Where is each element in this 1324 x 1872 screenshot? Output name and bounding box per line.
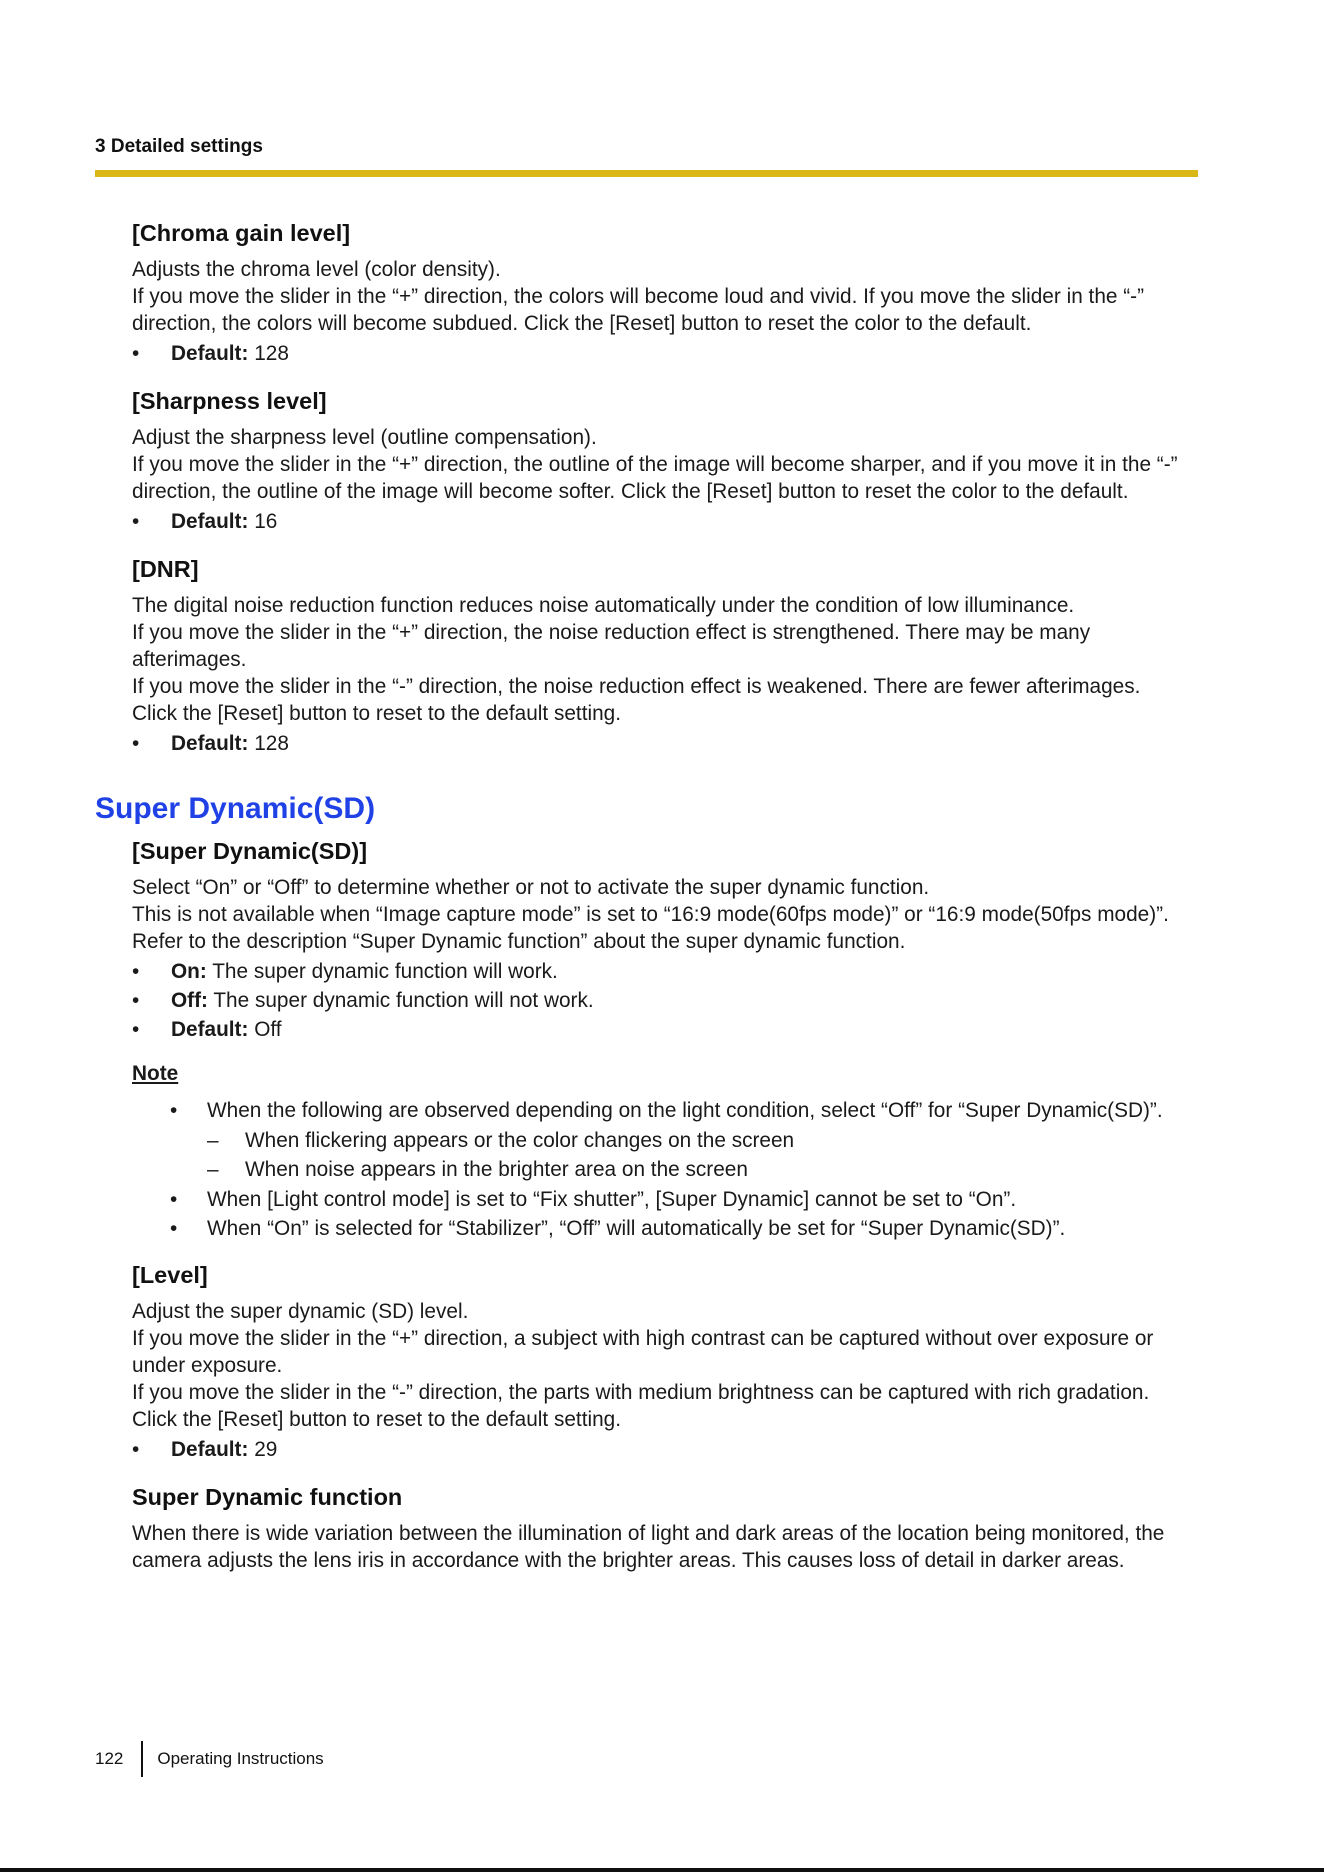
note-item	[170, 1097, 1207, 1184]
level-default	[132, 1435, 1207, 1464]
option-on	[132, 957, 1207, 986]
default-value: 16	[248, 510, 278, 533]
note-subitem: – When flickering appears or the color changes on the screen	[207, 1126, 1207, 1155]
footer-divider	[141, 1741, 143, 1777]
sharpness-default	[132, 507, 1207, 536]
super-dynamic-function-paragraph: When there is wide variation between the illumination of light and dark areas of the location being monitored, the camera adjusts the lens iris in accordance with the brighter areas. This causes loss of detail in darker areas.	[132, 1522, 1165, 1572]
dnr-paragraph: Click the [Reset] button to reset to the default setting.	[132, 702, 622, 725]
note-sublist	[207, 1126, 1207, 1184]
level-list	[132, 1435, 1207, 1464]
chroma-gain-title: [Chroma gain level]	[132, 220, 351, 246]
super-dynamic-function-title: Super Dynamic function	[132, 1484, 403, 1510]
super-dynamic-paragraph: Refer to the description “Super Dynamic function” about the super dynamic function.	[132, 930, 906, 953]
note-item: • When [Light control mode] is set to “Fix shutter”, [Super Dynamic] cannot be set to “On”.	[170, 1186, 1207, 1213]
note-subitem: – When noise appears in the brighter area on the screen	[207, 1155, 1207, 1184]
level-paragraph: Adjust the super dynamic (SD) level.	[132, 1300, 469, 1323]
header-rule	[95, 170, 1198, 177]
default-value: Off	[248, 1018, 282, 1041]
super-dynamic-default	[132, 1015, 1207, 1044]
option-text: The super dynamic function will not work.	[207, 989, 594, 1012]
super-dynamic-function-section	[132, 1482, 1207, 1574]
level-title: [Level]	[132, 1262, 208, 1288]
default-value: 29	[248, 1438, 278, 1461]
chroma-gain-paragraph: Adjusts the chroma level (color density).	[132, 258, 501, 281]
default-label: Default:	[171, 342, 249, 365]
sharpness-section	[132, 386, 1207, 536]
dnr-section	[132, 554, 1207, 758]
default-label: Default:	[171, 1438, 249, 1461]
note-list	[132, 1097, 1207, 1242]
default-value: 128	[248, 342, 289, 365]
dnr-paragraph: If you move the slider in the “-” direction, the noise reduction effect is weakened. There are fewer afterimages.	[132, 675, 1141, 698]
level-paragraph: If you move the slider in the “-” direction, the parts with medium brightness can be captured with rich gradation.	[132, 1381, 1150, 1404]
note-item: • When “On” is selected for “Stabilizer”, “Off” will automatically be set for “Super Dynamic(SD)”.	[170, 1215, 1207, 1242]
chroma-gain-default	[132, 339, 1207, 368]
dnr-title: [DNR]	[132, 556, 199, 582]
sharpness-paragraph: If you move the slider in the “+” direction, the outline of the image will become sharper, and if you move it in the “-” direction, the outline of the image will become softer. Click the [Reset] button to reset the color to the default.	[132, 453, 1178, 503]
option-label: Off:	[171, 989, 208, 1012]
dnr-paragraph: The digital noise reduction function reduces noise automatically under the condition of low illuminance.	[132, 594, 1075, 617]
super-dynamic-paragraph: This is not available when “Image capture mode” is set to “16:9 mode(60fps mode)” or “16:9 mode(50fps mode)”.	[132, 903, 1169, 926]
document-title: Operating Instructions	[157, 1749, 324, 1768]
note-title: Note	[132, 1062, 179, 1085]
page-footer	[95, 1740, 324, 1778]
super-dynamic-title: [Super Dynamic(SD)]	[132, 838, 368, 864]
page-number: 122	[95, 1749, 124, 1768]
chroma-gain-paragraph: If you move the slider in the “+” direction, the colors will become loud and vivid. If you move the slider in the “-” direction, the colors will become subdued. Click the [Reset] button to reset the color to the default.	[132, 285, 1145, 335]
dnr-paragraph: If you move the slider in the “+” direction, the noise reduction effect is strengthened. There may be many afterimages.	[132, 621, 1091, 671]
super-dynamic-paragraph: Select “On” or “Off” to determine whether or not to activate the super dynamic function.	[132, 876, 930, 899]
level-section	[132, 1260, 1207, 1464]
dnr-default	[132, 729, 1207, 758]
level-paragraph: If you move the slider in the “+” direction, a subject with high contrast can be captured without over exposure or under exposure.	[132, 1327, 1154, 1377]
page-bottom-edge	[0, 1868, 1324, 1872]
level-paragraph: Click the [Reset] button to reset to the default setting.	[132, 1408, 622, 1431]
page-content	[95, 218, 1207, 1592]
running-head: 3 Detailed settings	[95, 136, 263, 157]
sharpness-list	[132, 507, 1207, 536]
sharpness-paragraph: Adjust the sharpness level (outline compensation).	[132, 426, 597, 449]
chroma-gain-list	[132, 339, 1207, 368]
option-label: On:	[171, 960, 207, 983]
default-label: Default:	[171, 732, 249, 755]
sharpness-title: [Sharpness level]	[132, 388, 327, 414]
super-dynamic-options	[132, 957, 1207, 1044]
option-off	[132, 986, 1207, 1015]
note-text: When the following are observed depending on the light condition, select “Off” for “Super Dynamic(SD)”.	[207, 1099, 1163, 1122]
default-value: 128	[248, 732, 289, 755]
default-label: Default:	[171, 510, 249, 533]
super-dynamic-setting-section	[132, 836, 1207, 1242]
super-dynamic-heading: Super Dynamic(SD)	[95, 792, 376, 825]
default-label: Default:	[171, 1018, 249, 1041]
option-text: The super dynamic function will work.	[206, 960, 558, 983]
chroma-gain-section	[132, 218, 1207, 368]
dnr-list	[132, 729, 1207, 758]
